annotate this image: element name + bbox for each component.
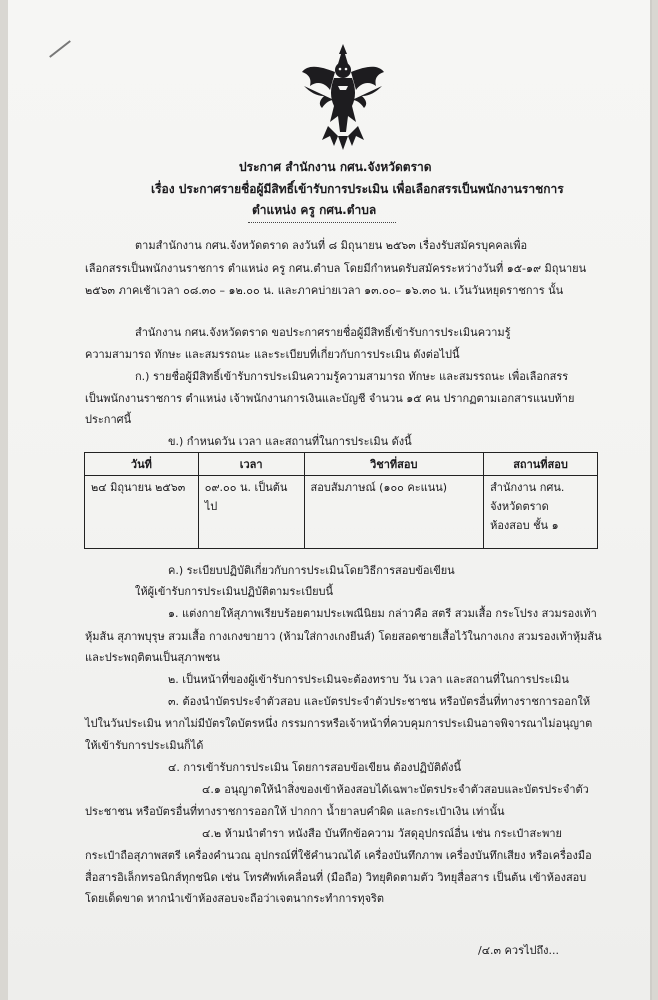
header-location: สถานที่สอบ xyxy=(484,453,598,476)
section-c-title: ค.) ระเบียบปฏิบัติเกี่ยวกับการประเมินโดยวิธีการสอบข้อเขียน xyxy=(168,564,455,577)
header-date: วันที่ xyxy=(85,453,199,476)
garuda-emblem-icon xyxy=(300,42,386,152)
rule-4-2-line-4: โดยเด็ดขาด หากนำเข้าห้องสอบจะถือว่าเจตนากระทำการทุจริต xyxy=(85,892,385,905)
announce-line-2: ความสามารถ ทักษะ และสมรรถนะ และระเบียบที่เกี่ยวกับการประเมิน ดังต่อไปนี้ xyxy=(85,348,460,361)
rule-4-1-line-2: ประชาชน หรือบัตรอื่นที่ทางราชการออกให้ ปากกา น้ำยาลบคำผิด และกระเป๋าเงิน เท่านั้น xyxy=(85,805,505,818)
rule-4-1-line-1: ๔.๑ อนุญาตให้นำสิ่งของเข้าห้องสอบได้เฉพาะบัตรประจำตัวสอบและบัตรประจำตัว xyxy=(202,783,589,796)
section-a-line-1: ก.) รายชื่อผู้มีสิทธิ์เข้ารับการประเมินความรู้ความสามารถ ทักษะ และสมรรถนะ เพื่อเลือกสรร xyxy=(135,370,569,383)
schedule-table xyxy=(84,452,598,549)
rule-1-line-1: ๑. แต่งกายให้สุภาพเรียบร้อยตามประเพณีนิยม กล่าวคือ สตรี สวมเสื้อ กระโปรง สวมรองเท้า xyxy=(168,607,597,620)
rule-3-line-2: ไปในวันประเมิน หากไม่มีบัตรใดบัตรหนึ่ง กรรมการหรือเจ้าหน้าที่ควบคุมการประเมินอาจพิจารณาไม่อนุญาต xyxy=(85,717,593,730)
rule-1-line-3: และประพฤติตนเป็นสุภาพชน xyxy=(85,651,220,664)
cell-date: ๒๔ มิถุนายน ๒๕๖๓ xyxy=(85,476,199,549)
announcement-subject: เรื่อง ประกาศรายชื่อผู้มีสิทธิ์เข้ารับการประเมิน เพื่อเลือกสรรเป็นพนักงานราชการ xyxy=(151,182,564,196)
location-line-3: ห้องสอบ ชั้น ๑ xyxy=(490,519,559,532)
rule-4-2-line-2: กระเป๋าถือสุภาพสตรี เครื่องคำนวณ อุปกรณ์ที่ใช้คำนวณได้ เครื่องบันทึกภาพ เครื่องบันทึกเสียง หรือเครื่องมือ xyxy=(85,849,592,862)
rule-1-line-2: หุ้มส้น สุภาพบุรุษ สวมเสื้อ กางเกงขายาว (ห้ามใส่กางเกงยีนส์) โดยสอดชายเสื้อไว้ในกางเกง สวมรองเท้าหุ้มส้น xyxy=(85,630,602,643)
table-row xyxy=(85,476,598,549)
header-subject: วิชาที่สอบ xyxy=(304,453,484,476)
announcement-position: ตำแหน่ง ครู กศน.ตำบล xyxy=(252,203,377,217)
section-b-title: ข.) กำหนดวัน เวลา และสถานที่ในการประเมิน ดังนี้ xyxy=(168,435,412,448)
intro-line-2: เลือกสรรเป็นพนักงานราชการ ตำแหน่ง ครู กศน.ตำบล โดยมีกำหนดรับสมัครระหว่างวันที่ ๑๕-๑๙ มิถุนายน xyxy=(85,262,587,275)
cell-subject: สอบสัมภาษณ์ (๑๐๐ คะแนน) xyxy=(304,476,484,549)
cell-location xyxy=(484,476,598,549)
separator-line xyxy=(248,222,396,223)
cell-time: ๐๙.๐๐ น. เป็นต้นไป xyxy=(198,476,304,549)
continuation-note: /๔.๓ ควรไปถึง... xyxy=(478,944,560,957)
rule-2: ๒. เป็นหน้าที่ของผู้เข้ารับการประเมินจะต้องทราบ วัน เวลา และสถานที่ในการประเมิน xyxy=(168,673,569,686)
rule-3-line-1: ๓. ต้องนำบัตรประจำตัวสอบ และบัตรประจำตัวประชาชน หรือบัตรอื่นที่ทางราชการออกให้ xyxy=(168,695,591,708)
section-a-line-3: ประกาศนี้ xyxy=(85,413,132,426)
header-time: เวลา xyxy=(198,453,304,476)
rule-3-line-3: ให้เข้ารับการประเมินก็ได้ xyxy=(85,739,204,752)
schedule-header-row xyxy=(85,453,598,476)
rule-4-2-line-3: สื่อสารอิเล็กทรอนิกส์ทุกชนิด เช่น โทรศัพท์เคลื่อนที่ (มือถือ) วิทยุติดตามตัว วิทยุสื่อสาร เป็นต้น เข้าห้องสอบ xyxy=(85,871,587,884)
intro-line-1: ตามสำนักงาน กศน.จังหวัดตราด ลงวันที่ ๘ มิถุนายน ๒๕๖๓ เรื่องรับสมัครบุคคลเพื่อ xyxy=(135,239,528,252)
section-a-line-2: เป็นพนักงานราชการ ตำแหน่ง เจ้าพนักงานการเงินและบัญชี จำนวน ๑๕ คน ปรากฏตามเอกสารแนบท้าย xyxy=(85,392,575,405)
page-edge xyxy=(650,0,652,1000)
section-c-line-2: ให้ผู้เข้ารับการประเมินปฏิบัติตามระเบียบนี้ xyxy=(135,585,334,598)
announcement-title: ประกาศ สำนักงาน กศน.จังหวัดตราด xyxy=(239,160,432,174)
rule-4: ๔. การเข้ารับการประเมิน โดยการสอบข้อเขียน ต้องปฏิบัติดังนี้ xyxy=(168,761,462,774)
announce-line-1: สำนักงาน กศน.จังหวัดตราด ขอประกาศรายชื่อผู้มีสิทธิ์เข้ารับการประเมินความรู้ xyxy=(135,326,511,339)
location-line-1: สำนักงาน กศน. xyxy=(490,481,565,494)
rule-4-2-line-1: ๔.๒ ห้ามนำตำรา หนังสือ บันทึกข้อความ วัสดุอุปกรณ์อื่น เช่น กระเป๋าสะพาย xyxy=(202,827,562,840)
location-line-2: จังหวัดตราด xyxy=(490,500,549,513)
intro-line-3: ๒๕๖๓ ภาคเช้าเวลา ๐๘.๓๐ – ๑๒.๐๐ น. และภาคบ่ายเวลา ๑๓.๐๐– ๑๖.๓๐ น. เว้นวันหยุดราชการ นั้น xyxy=(85,284,564,297)
